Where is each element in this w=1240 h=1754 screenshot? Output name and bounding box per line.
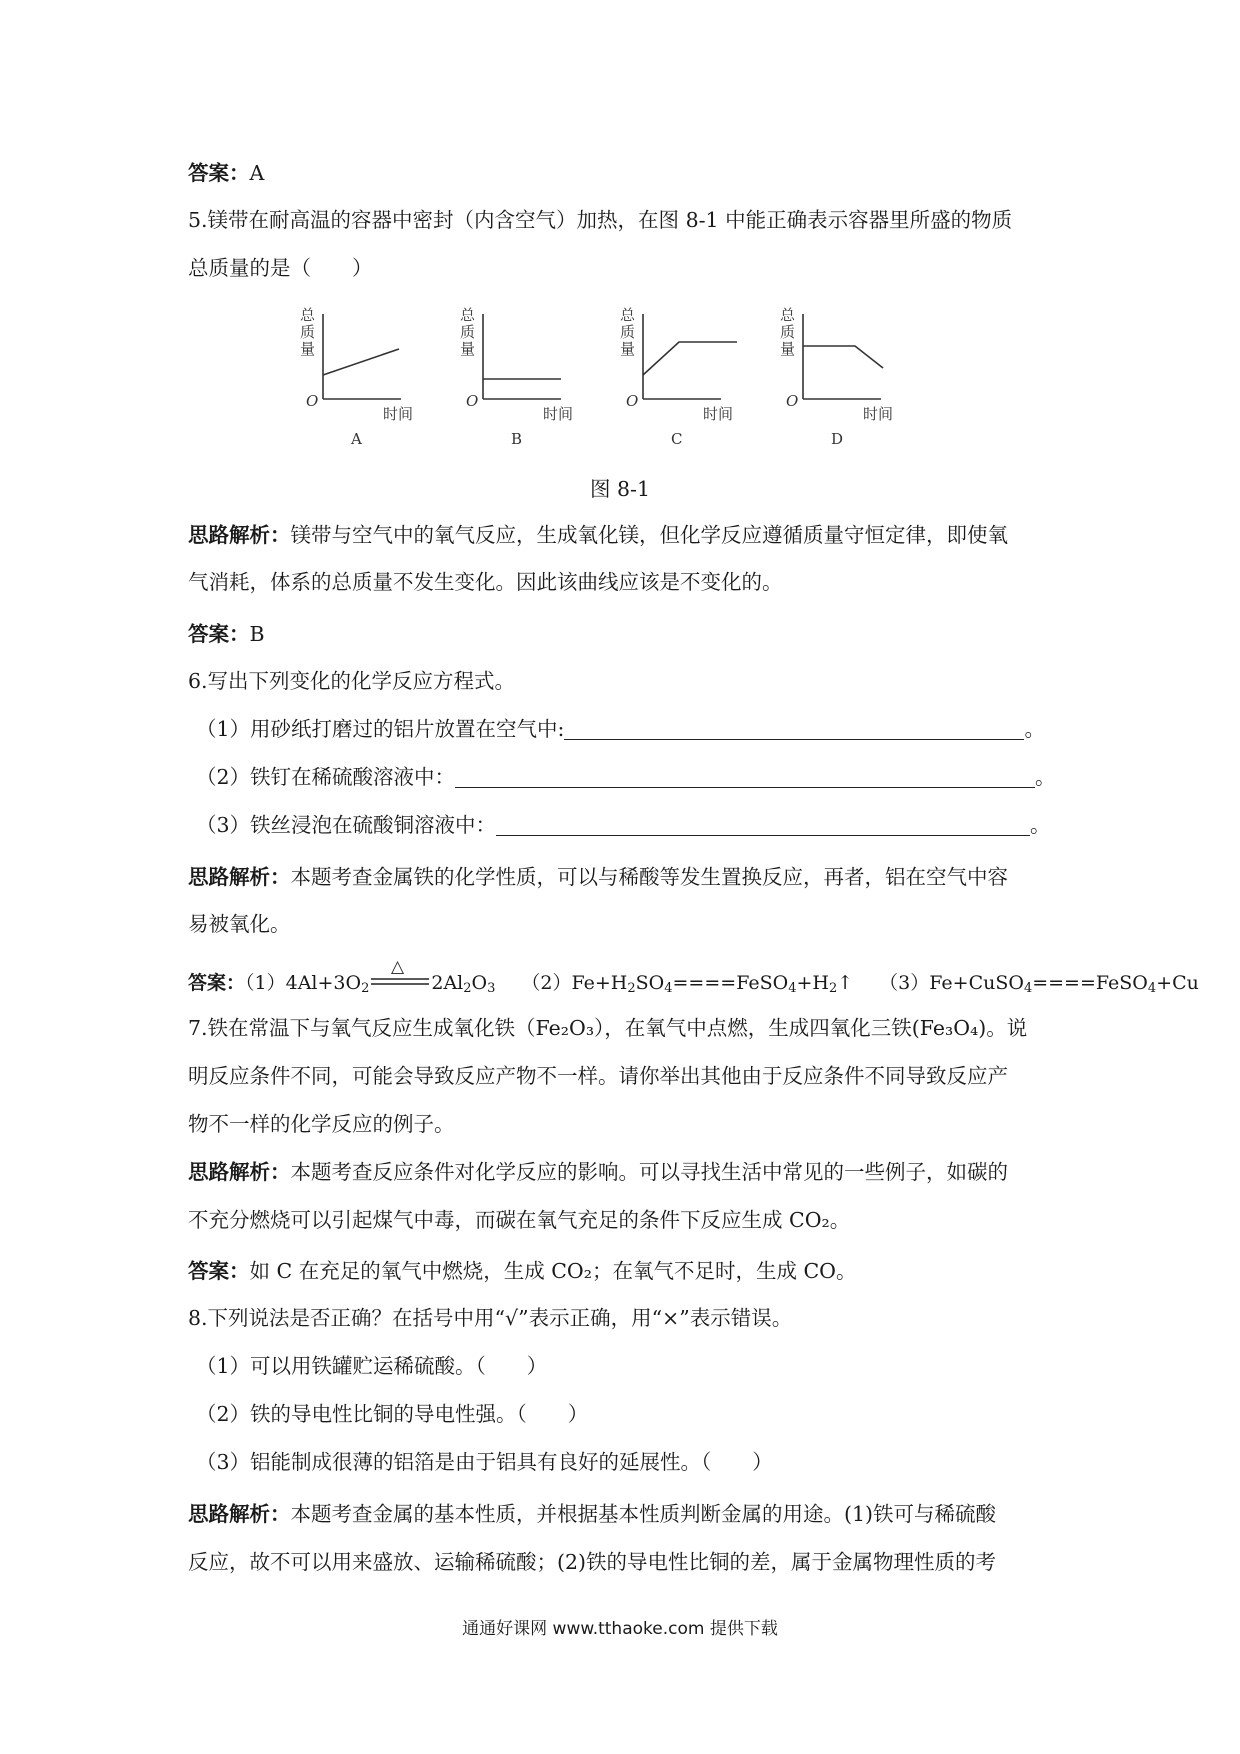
y-axis-char: 总 — [300, 306, 316, 324]
subscript: 4 — [788, 981, 797, 996]
graph-c — [620, 304, 775, 454]
prev-answer — [188, 158, 264, 188]
graph-a — [300, 304, 455, 454]
y-axis-char: 质 — [460, 323, 476, 341]
q6-analysis-line2: 易被氧化。 — [188, 912, 291, 936]
q8-item-1: （1）可以用铁罐贮运稀硫酸。（ ） — [196, 1354, 548, 1378]
q8-item-2: （2）铁的导电性比铜的导电性强。（ ） — [196, 1402, 589, 1426]
q5-analysis-line1 — [188, 520, 1008, 550]
q6-answer — [188, 957, 1199, 1004]
curve-rise-then-flat — [643, 342, 737, 375]
q8-item-3: （3）铝能制成很薄的铝箔是由于铝具有良好的延展性。（ ） — [196, 1450, 773, 1474]
answer-blank[interactable] — [455, 767, 1035, 788]
origin-label: O — [786, 392, 799, 410]
answer-label: 答案： — [188, 161, 250, 185]
end-mark: 。 — [1035, 765, 1056, 789]
q5-text-line1: 5.镁带在耐高温的容器中密封（内含空气）加热，在图 8-1 中能正确表示容器里所盛的物质 — [188, 208, 1013, 232]
q6-analysis-line1 — [188, 862, 1008, 892]
y-axis-char: 总 — [620, 306, 636, 324]
q7-answer — [188, 1256, 856, 1286]
equation-1-product: O — [471, 972, 488, 994]
curve-rising — [323, 349, 399, 375]
subscript: 2 — [361, 981, 370, 996]
equation-2: SO — [635, 972, 665, 994]
graph-letter: A — [351, 430, 362, 448]
q7-text-line1: 7.铁在常温下与氧气反应生成氧化铁（Fe₂O₃），在氧气中点燃，生成四氧化三铁(Fe₃O₄)。说 — [188, 1016, 1028, 1040]
answer-value: A — [249, 161, 265, 185]
answer-value: B — [249, 622, 265, 646]
item-text: （3）铁丝浸泡在硫酸铜溶液中： — [196, 813, 497, 837]
y-axis-char: 质 — [780, 323, 796, 341]
q7-analysis-line2: 不充分燃烧可以引起煤气中毒，而碳在氧气充足的条件下反应生成 CO₂。 — [188, 1208, 851, 1232]
graph-letter: D — [831, 430, 844, 448]
y-axis-char: 质 — [620, 323, 636, 341]
q6-item-2 — [196, 762, 1056, 792]
q6-item-3 — [196, 810, 1051, 840]
analysis-text: 本题考查反应条件对化学反应的影响。可以寻找生活中常见的一些例子，如碳的 — [290, 1160, 1008, 1184]
equation-1-product: 2Al — [431, 972, 464, 994]
graph-letter: C — [671, 430, 683, 448]
equation-1: （1）4Al+3O — [245, 972, 362, 994]
analysis-label: 思路解析： — [188, 865, 291, 889]
footer-text: 通通好课网 www.tthaoke.com 提供下载 — [462, 1619, 778, 1639]
analysis-text: 本题考查金属铁的化学性质，可以与稀酸等发生置换反应，再者，铝在空气中容 — [290, 865, 1008, 889]
y-axis-char: 量 — [460, 340, 476, 358]
origin-label: O — [466, 392, 479, 410]
equation-2: +H — [796, 972, 829, 994]
origin-label: O — [626, 392, 639, 410]
analysis-label: 思路解析： — [188, 523, 291, 547]
q8-analysis-line1 — [188, 1499, 996, 1529]
q5-text-line2: 总质量的是（ ） — [188, 256, 373, 280]
analysis-text: 本题考查金属的基本性质，并根据基本性质判断金属的用途。(1)铁可与稀硫酸 — [290, 1502, 997, 1526]
figure-caption: 图 8-1 — [589, 477, 651, 501]
equation-2: ====FeSO — [672, 972, 789, 994]
gas-arrow-icon: ↑ — [837, 972, 854, 994]
analysis-label: 思路解析： — [188, 1160, 291, 1184]
q5-analysis-line2: 气消耗，体系的总质量不发生变化。因此该曲线应该是不变化的。 — [188, 570, 783, 594]
equation-2: （2）Fe+H — [521, 972, 628, 994]
x-axis-label: 时间 — [383, 405, 414, 423]
item-text: （1）用砂纸打磨过的铝片放置在空气中: — [196, 717, 565, 741]
q5-answer — [188, 619, 265, 649]
y-axis-char: 质 — [300, 323, 316, 341]
y-axis-char: 总 — [780, 306, 796, 324]
x-axis-label: 时间 — [703, 405, 734, 423]
equation-3: +Cu — [1156, 972, 1199, 994]
answer-value: 如 C 在充足的氧气中燃烧，生成 CO₂；在氧气不足时，生成 CO。 — [249, 1259, 857, 1283]
y-axis-char: 量 — [300, 340, 316, 358]
q8-title: 8.下列说法是否正确？在括号中用“√”表示正确，用“×”表示错误。 — [188, 1306, 793, 1330]
item-text: （2）铁钉在稀硫酸溶液中： — [196, 765, 456, 789]
end-mark: 。 — [1024, 717, 1045, 741]
equals-with-heat-sign — [369, 957, 431, 992]
heat-symbol: △ — [391, 957, 405, 977]
q8-analysis-line2: 反应，故不可以用来盛放、运输稀硫酸；(2)铁的导电性比铜的差，属于金属物理性质的考 — [188, 1550, 997, 1574]
origin-label: O — [306, 392, 319, 410]
answer-label: 答案： — [188, 1259, 250, 1283]
graph-letter: B — [511, 430, 523, 448]
y-axis-char: 量 — [780, 340, 796, 358]
x-axis-label: 时间 — [543, 405, 574, 423]
x-axis-label: 时间 — [863, 405, 894, 423]
q7-analysis-line1 — [188, 1157, 1008, 1187]
graph-d — [780, 304, 935, 454]
y-axis-char: 总 — [460, 306, 476, 324]
subscript: 2 — [627, 981, 636, 996]
answer-label: 答案： — [188, 972, 246, 994]
subscript: 3 — [487, 981, 496, 996]
graph-b — [460, 304, 615, 454]
q7-text-line2: 明反应条件不同，可能会导致反应产物不一样。请你举出其他由于反应条件不同导致反应产 — [188, 1064, 1008, 1088]
subscript: 2 — [463, 981, 472, 996]
answer-label: 答案： — [188, 622, 250, 646]
answer-blank[interactable] — [564, 719, 1024, 740]
curve-flat-then-fall — [803, 346, 883, 368]
analysis-text: 镁带与空气中的氧气反应，生成氧化镁，但化学反应遵循质量守恒定律，即使氧 — [290, 523, 1008, 547]
subscript: 4 — [1147, 981, 1157, 996]
heat-equals-icon — [369, 958, 431, 994]
q6-item-1 — [196, 714, 1045, 744]
analysis-label: 思路解析： — [188, 1502, 291, 1526]
answer-blank[interactable] — [496, 815, 1030, 836]
end-mark: 。 — [1030, 813, 1051, 837]
equation-3: （3）Fe+CuSO — [879, 972, 1024, 994]
q6-title: 6.写出下列变化的化学反应方程式。 — [188, 669, 516, 693]
q7-text-line3: 物不一样的化学反应的例子。 — [188, 1112, 455, 1136]
equation-3: ====FeSO — [1032, 972, 1148, 994]
y-axis-char: 量 — [620, 340, 636, 358]
subscript: 4 — [664, 981, 673, 996]
subscript: 2 — [828, 981, 838, 996]
subscript: 4 — [1023, 981, 1033, 996]
